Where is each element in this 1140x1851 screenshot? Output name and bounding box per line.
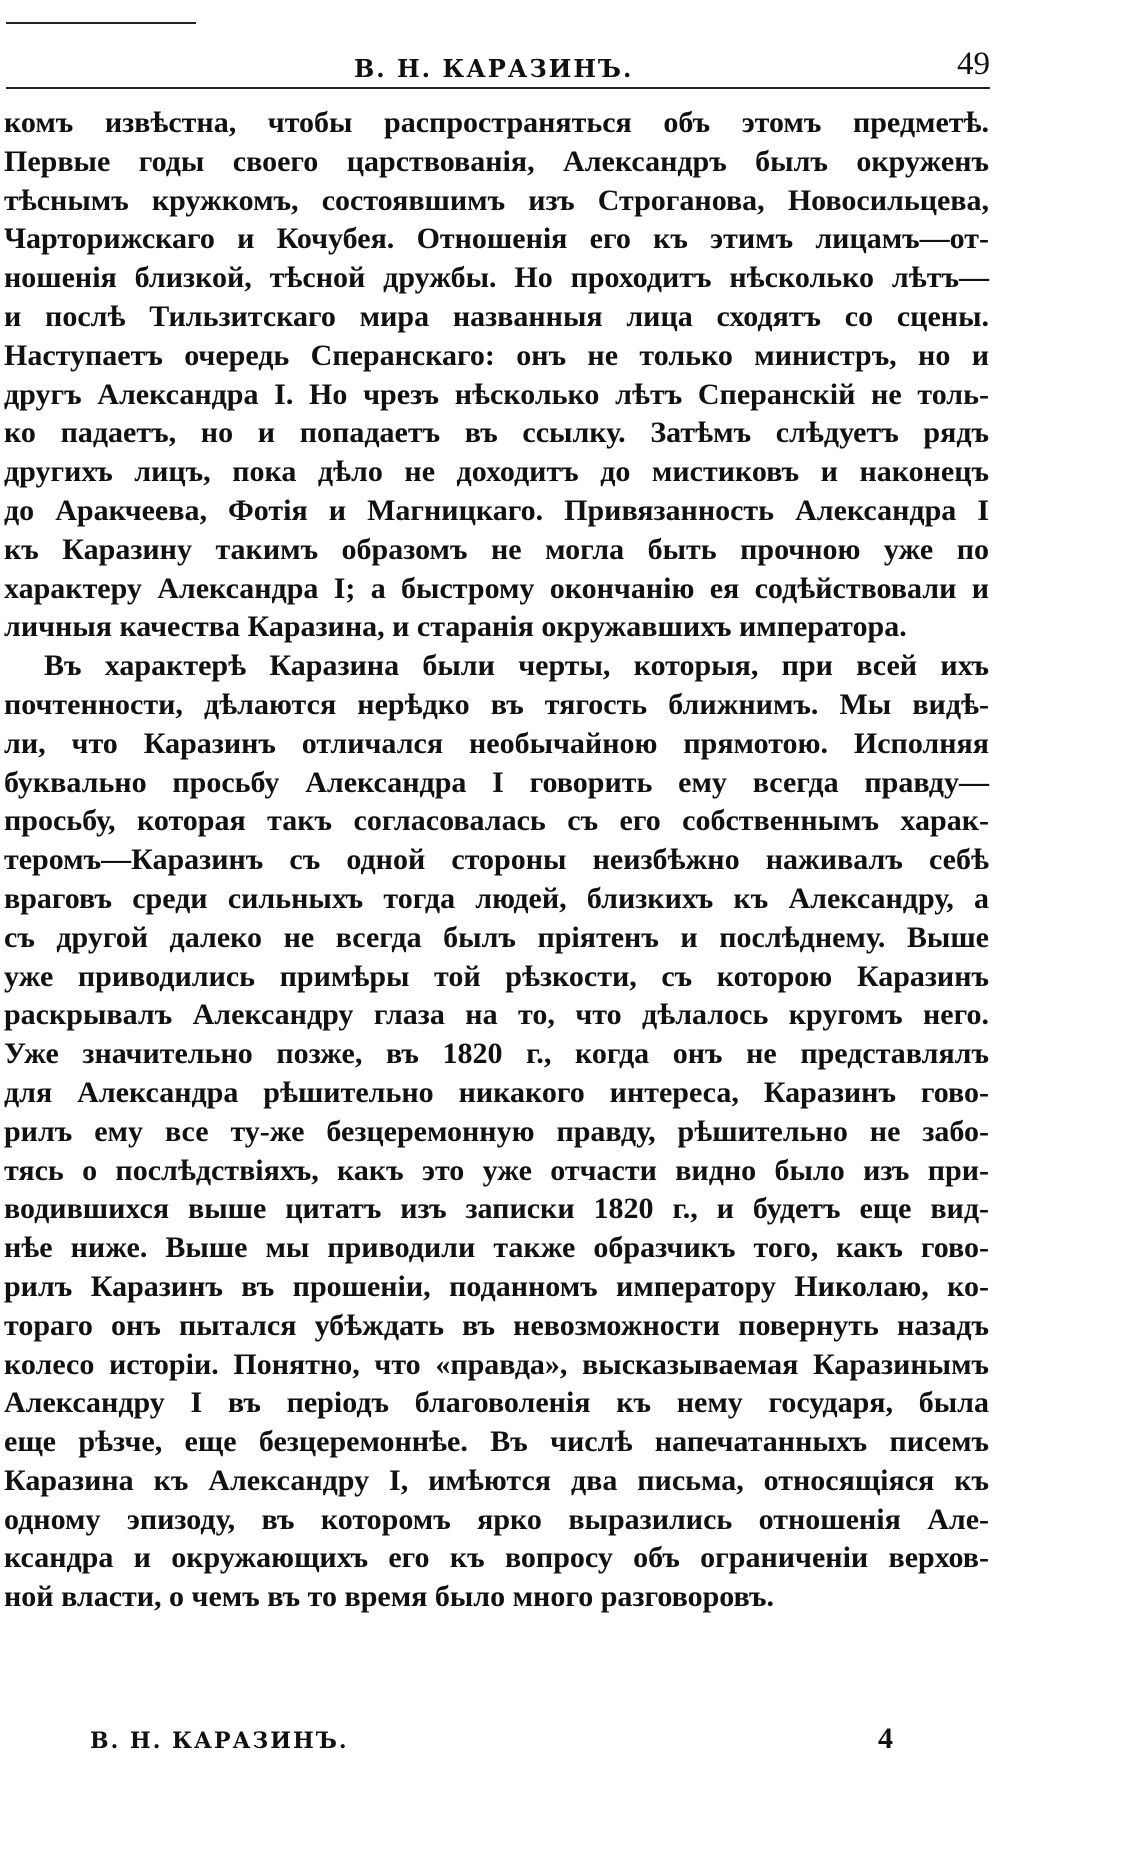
text-line: до Аракчеева, Фотія и Магницкаго. Привязанность Александра I (4, 493, 989, 527)
text-line: личныя качества Каразина, и старанія окружавшихъ императора. (4, 610, 907, 644)
signature-number: 4 (878, 1722, 893, 1755)
text-line: для Александра рѣшительно никакого интереса, Каразинъ гово- (4, 1075, 989, 1109)
text-line: ко падаетъ, но и попадаетъ въ ссылку. Затѣмъ слѣдуетъ рядъ (4, 416, 989, 450)
page-number: 49 (957, 46, 990, 82)
text-line: ношенія близкой, тѣсной дружбы. Но проходитъ нѣсколько лѣтъ— (4, 261, 989, 295)
text-line: Каразина къ Александру I, имѣются два письма, относящіяся къ (4, 1463, 989, 1497)
signature-mark: В. Н. КАРАЗИНЪ. (90, 1728, 349, 1754)
text-line: еще рѣзче, еще безцеремоннѣе. Въ числѣ напечатанныхъ писемъ (4, 1425, 989, 1459)
paragraph-start-line: Въ характерѣ Каразина были черты, которыя, при всей ихъ (44, 649, 989, 683)
text-line: водившихся выше цитатъ изъ записки 1820 г., и будетъ еще вид- (4, 1192, 989, 1226)
page-footer (0, 1722, 990, 1768)
text-line: Александру I въ періодъ благоволенія къ нему государя, была (4, 1386, 989, 1420)
body-text (4, 104, 1004, 1617)
text-line: другихъ лицъ, пока дѣло не доходитъ до мистиковъ и наконецъ (4, 455, 989, 489)
text-line: съ другой далеко не всегда былъ пріятенъ и послѣднему. Выше (4, 920, 989, 954)
text-line: Наступаетъ очередь Сперанскаго: онъ не только министръ, но и (4, 338, 989, 372)
text-line: къ Каразину такимъ образомъ не могла быть прочною уже по (4, 532, 989, 566)
text-line: характеру Александра I; а быстрому окончанію ея содѣйствовали и (4, 571, 989, 605)
header-rule (6, 87, 990, 89)
text-line: Уже значительно позже, въ 1820 г., когда онъ не представлялъ (4, 1037, 989, 1071)
text-line: просьбу, которая такъ согласовалась съ его собственнымъ харак- (4, 804, 989, 838)
text-line: и послѣ Тильзитскаго мира названныя лица сходятъ со сцены. (4, 299, 989, 333)
page-header (0, 38, 990, 88)
text-line: уже приводились примѣры той рѣзкости, съ которою Каразинъ (4, 959, 989, 993)
text-line: тораго онъ пытался убѣждать въ невозможности повернуть назадъ (4, 1308, 989, 1342)
text-line: одному эпизоду, въ которомъ ярко выразились отношенія Але- (4, 1502, 989, 1536)
text-line: враговъ среди сильныхъ тогда людей, близкихъ къ Александру, а (4, 881, 989, 915)
text-line: ной власти, о чемъ въ то время было много разговоровъ. (4, 1580, 774, 1614)
text-line: колесо исторіи. Понятно, что «правда», высказываемая Каразинымъ (4, 1347, 989, 1381)
text-line: рилъ Каразинъ въ прошеніи, поданномъ императору Николаю, ко- (4, 1269, 989, 1303)
text-line: тясь о послѣдствіяхъ, какъ это уже отчасти видно было изъ при- (4, 1153, 989, 1187)
text-line: теромъ—Каразинъ съ одной стороны неизбѣжно наживалъ себѣ (4, 843, 989, 877)
text-line: другъ Александра I. Но чрезъ нѣсколько лѣтъ Сперанскій не толь- (4, 377, 989, 411)
text-line: буквально просьбу Александра I говорить ему всегда правду— (4, 765, 989, 799)
text-line: комъ извѣстна, чтобы распространяться объ этомъ предметѣ. (4, 106, 989, 139)
text-line: рилъ ему все ту-же безцеремонную правду, рѣшительно не забо- (4, 1114, 989, 1148)
text-line: раскрывалъ Александру глаза на то, что дѣлалось кругомъ него. (4, 998, 989, 1032)
top-rule (6, 22, 196, 24)
text-line: ксандра и окружающихъ его къ вопросу объ ограниченіи верхов- (4, 1541, 989, 1575)
text-line: нѣе ниже. Выше мы приводили также образчикъ того, какъ гово- (4, 1231, 989, 1265)
text-line: почтенности, дѣлаются нерѣдко въ тягость ближнимъ. Мы видѣ- (4, 687, 989, 721)
text-line: Чарторижскаго и Кочубея. Отношенія его къ этимъ лицамъ—от- (4, 222, 989, 256)
running-title: В. Н. КАРАЗИНЪ. (354, 54, 634, 83)
text-line: Первые годы своего царствованія, Александръ былъ окруженъ (4, 144, 989, 178)
text-line: ли, что Каразинъ отличался необычайною прямотою. Исполняя (4, 726, 989, 760)
text-line: тѣснымъ кружкомъ, состоявшимъ изъ Строганова, Новосильцева, (4, 183, 989, 217)
